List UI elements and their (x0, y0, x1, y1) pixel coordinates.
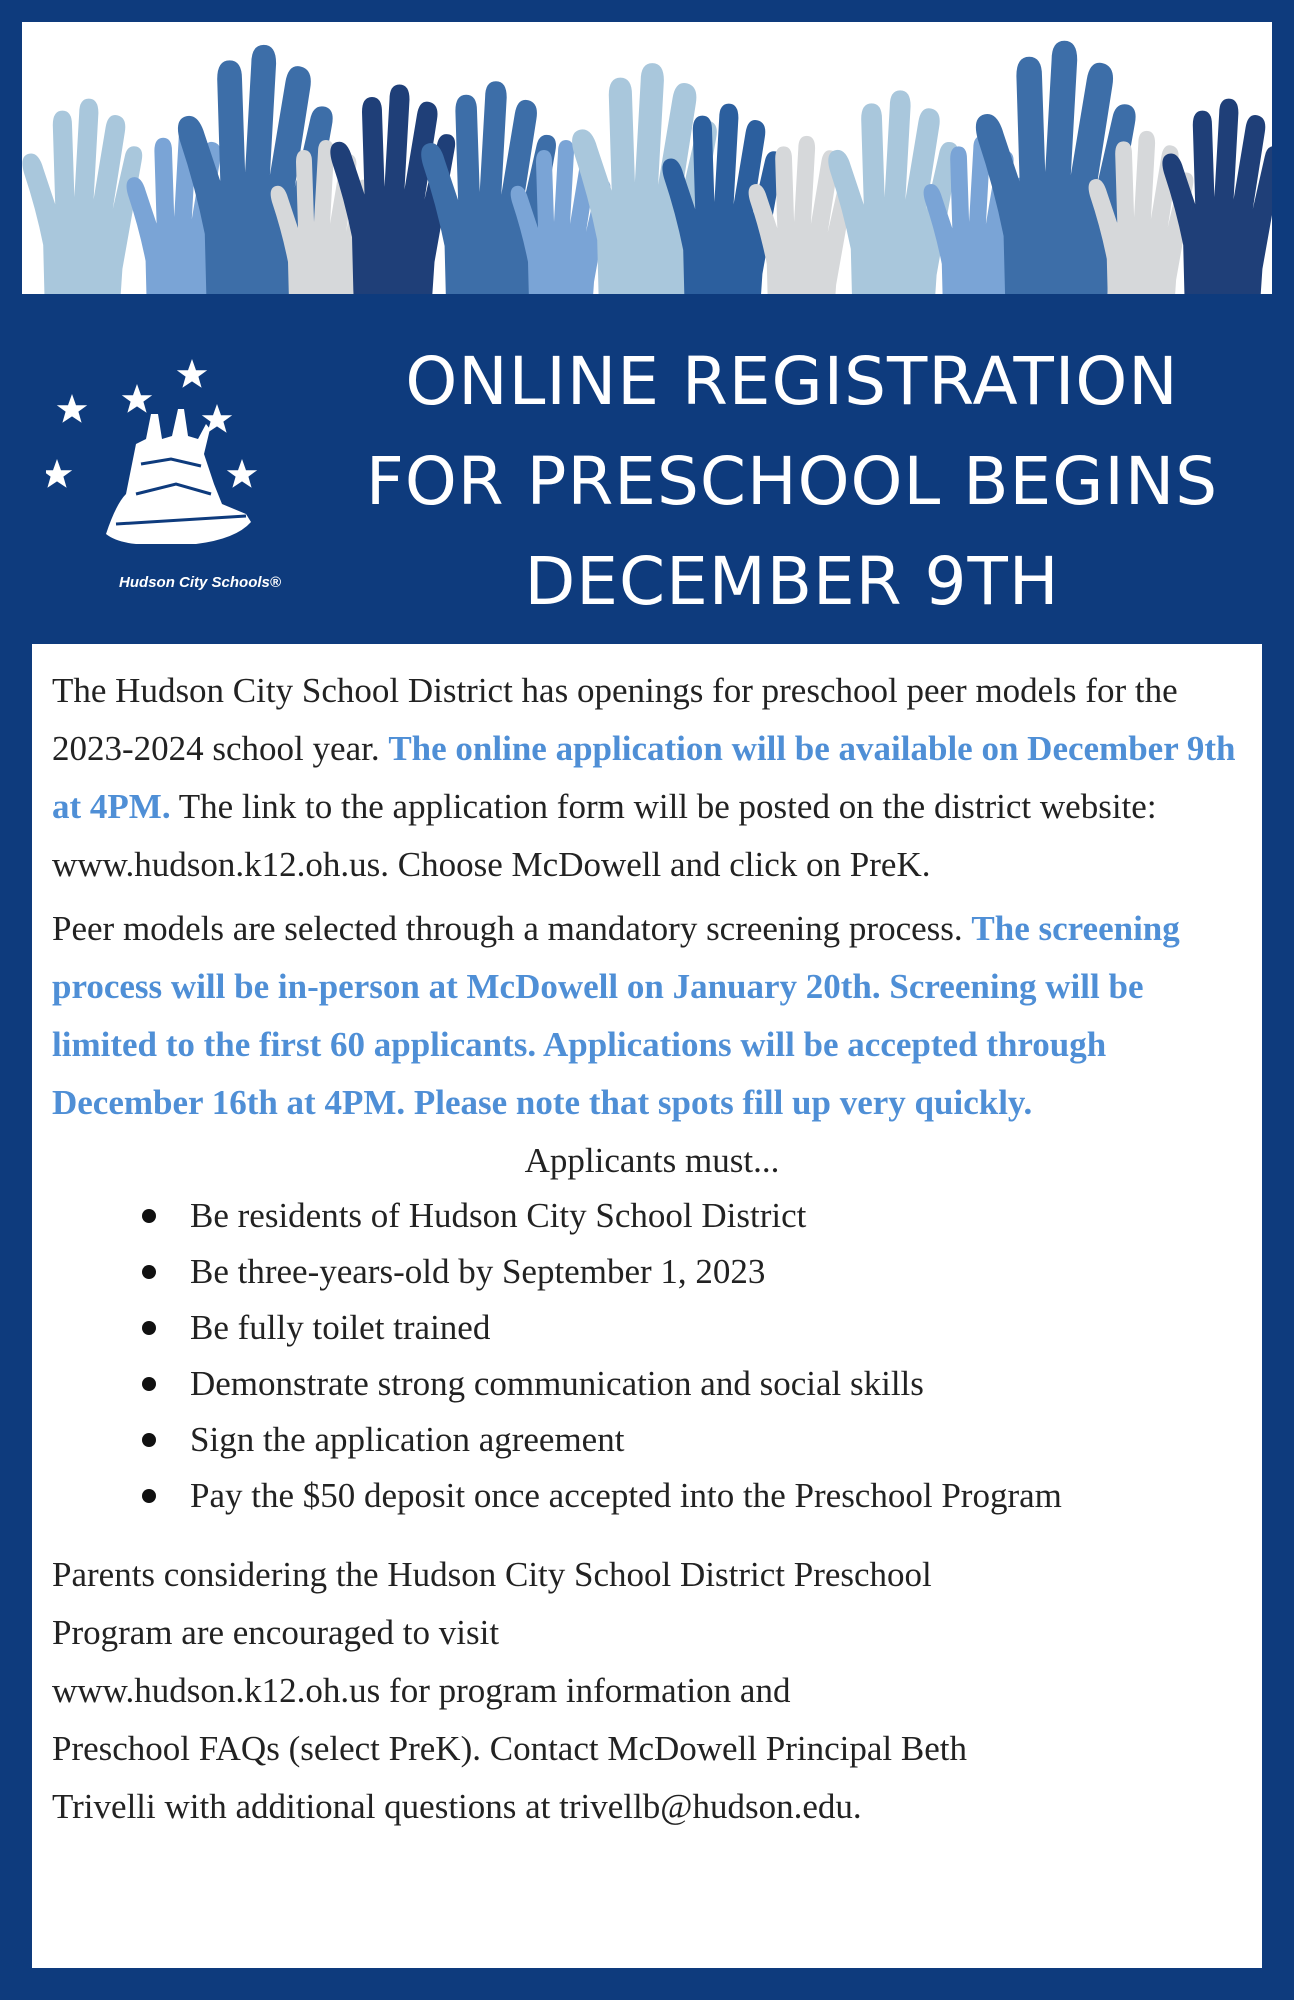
contact-line-4: Preschool FAQs (select PreK). Contact McDowell Principal Beth (52, 1729, 968, 1768)
bullet-icon (142, 1433, 156, 1447)
requirements-heading: Applicants must... (524, 1141, 780, 1180)
requirement-text: Be fully toilet trained (190, 1308, 491, 1347)
flyer (22, 22, 1272, 1978)
requirement-text: Pay the $50 deposit once accepted into the Preschool Program (190, 1476, 1062, 1515)
requirement-text: Be three-years-old by September 1, 2023 (190, 1252, 766, 1291)
bullet-icon (142, 1321, 156, 1335)
paragraph-screening (52, 900, 1252, 1132)
bullet-icon (142, 1489, 156, 1503)
screening-text: Peer models are selected through a mandatory screening process. (52, 909, 972, 948)
logo-text: Hudson City Schools® (119, 574, 281, 591)
page-title (312, 332, 1272, 632)
raised-hands-illustration (22, 22, 1272, 294)
list-item (142, 1300, 1252, 1356)
headline-banner (22, 294, 1272, 640)
contact-line-2: Program are encouraged to visit (52, 1613, 500, 1652)
openings-text: The Hudson City School District has openings for preschool peer models for the 2023-2024 school year. (52, 671, 1178, 768)
body-text (52, 662, 1252, 1836)
bullet-icon (142, 1377, 156, 1391)
bullet-icon (142, 1209, 156, 1223)
list-item (142, 1188, 1252, 1244)
contact-line-1: Parents considering the Hudson City School District Preschool (52, 1555, 932, 1594)
requirement-text: Demonstrate strong communication and social skills (190, 1364, 924, 1403)
screening-highlight: The screening process will be in-person at McDowell on January 20th. Screening will be limited to the first 60 applicants. Applications will be accepted through December 16th at 4PM. Please note that spots fill up very quickly. (52, 909, 1180, 1122)
list-item (142, 1412, 1252, 1468)
bullet-icon (142, 1265, 156, 1279)
hudson-city-schools-logo (46, 354, 316, 604)
requirement-text: Sign the application agreement (190, 1420, 625, 1459)
raised-hands-banner-image (22, 22, 1272, 294)
requirement-text: Be residents of Hudson City School District (190, 1196, 807, 1235)
paragraph-contact (52, 1546, 1252, 1836)
requirements-list (52, 1188, 1252, 1524)
contact-line-3: www.hudson.k12.oh.us for program information and (52, 1671, 791, 1710)
list-item (142, 1356, 1252, 1412)
headline-line-3: DECEMBER 9TH (524, 543, 1060, 620)
list-item (142, 1468, 1252, 1524)
ship-and-stars-icon (46, 354, 316, 574)
contact-line-5: Trivelli with additional questions at trivellb@hudson.edu. (52, 1787, 862, 1826)
application-link-text: The link to the application form will be posted on the district website: www.hudson.k12.oh.us. Choose McDowell and click on PreK. (52, 787, 1157, 884)
application-date-highlight: The online application will be available on December 9th at 4PM. (52, 729, 1236, 826)
list-item (142, 1244, 1252, 1300)
headline-line-1: ONLINE REGISTRATION (405, 343, 1179, 420)
content-panel (32, 644, 1262, 1968)
paragraph-openings (52, 662, 1252, 894)
headline-line-2: FOR PRESCHOOL BEGINS (365, 443, 1219, 520)
